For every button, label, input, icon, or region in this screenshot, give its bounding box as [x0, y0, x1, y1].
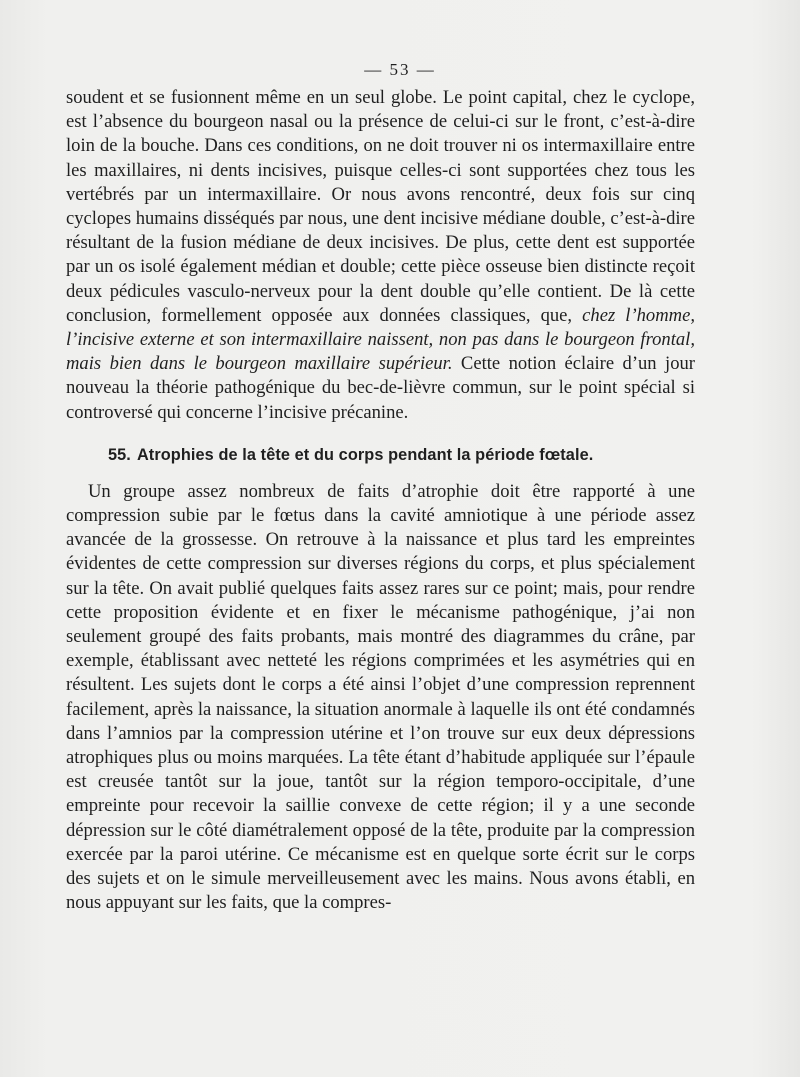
section-title: Atrophies de la tête et du corps pendant la période fœtale.: [136, 445, 594, 464]
text-column: [66, 86, 695, 916]
section-heading: [66, 444, 695, 466]
paragraph-atrophies: Un groupe assez nombreux de faits d’atrophie doit être rapporté à une compression subie par le fœtus dans la cavité amniotique à une période assez avancée de la grossesse. On retrouve à la naissance et plus tard les empreintes évidentes de cette compression sur diverses régions du corps, et plus spécialement sur la tête. On avait publié quelques faits assez rares sur ce point; mais, pour rendre cette proposition évidente et en fixer le mécanisme pathogénique, j’ai non seulement groupé des faits probants, mais montré des diagrammes du crâne, par exemple, établissant avec netteté les régions comprimées et les asymétries qui en résultent. Les sujets dont le corps a été ainsi l’objet d’une compression reprennent facilement, après la naissance, la situation anormale à laquelle ils ont été condamnés dans l’amnios par la compression utérine et l’on trouve sur eux deux dépressions atrophiques plus ou moins marquées. La tête étant d’habitude appliquée sur l’épaule est creusée tantôt sur la joue, tantôt sur la région temporo-occipitale, d’une empreinte pour recevoir la saillie convexe de cette région; il y a une seconde dépression sur le côté diamétralement opposé de la tête, produite par la compression exercée par la paroi utérine. Ce mécanisme est en quelque sorte écrit sur le corps des sujets et on le simule merveilleusement avec les mains. Nous avons établi, en nous appuyant sur les faits, que la compres-: [66, 480, 695, 914]
paragraph-cyclope-italic-conclusion: chez l’homme, l’incisive externe et son intermaxillaire naissent, non pas dans le bourgeon frontal, mais bien dans le bourgeon maxillaire supérieur.: [66, 304, 695, 375]
section-number: 55.: [108, 445, 131, 464]
paragraph-cyclope: [66, 86, 695, 425]
paragraph-cyclope-text-end: Cette notion éclaire d’un jour nouveau la théorie pathogénique du bec-de-lièvre commun, sur le point spécial si controversé qui concerne l’incisive précanine.: [66, 353, 695, 423]
page-number: — 53 —: [364, 60, 436, 79]
paragraph-cyclope-text: soudent et se fusionnent même en un seul globe. Le point capital, chez le cyclope, est l’absence du bourgeon nasal ou la présence de celui-ci sur le front, c’est-à-dire loin de la bouche. Dans ces conditions, on ne doit trouver ni os intermaxillaire entre les maxillaires, ni dents incisives, puisque celles-ci sont supportées chez tous les vertébrés par un intermaxillaire. Or nous avons rencontré, deux fois sur cinq cyclopes humains disséqués par nous, une dent incisive médiane double, c’est-à-dire résultant de la fusion médiane de deux incisives. De plus, cette dent est supportée par un os isolé également médian et double; cette pièce osseuse bien distincte reçoit deux pédicules vasculo-nerveux pour la dent double qu’elle contient. De là cette conclusion, formellement opposée aux données classiques, que,: [66, 87, 695, 326]
